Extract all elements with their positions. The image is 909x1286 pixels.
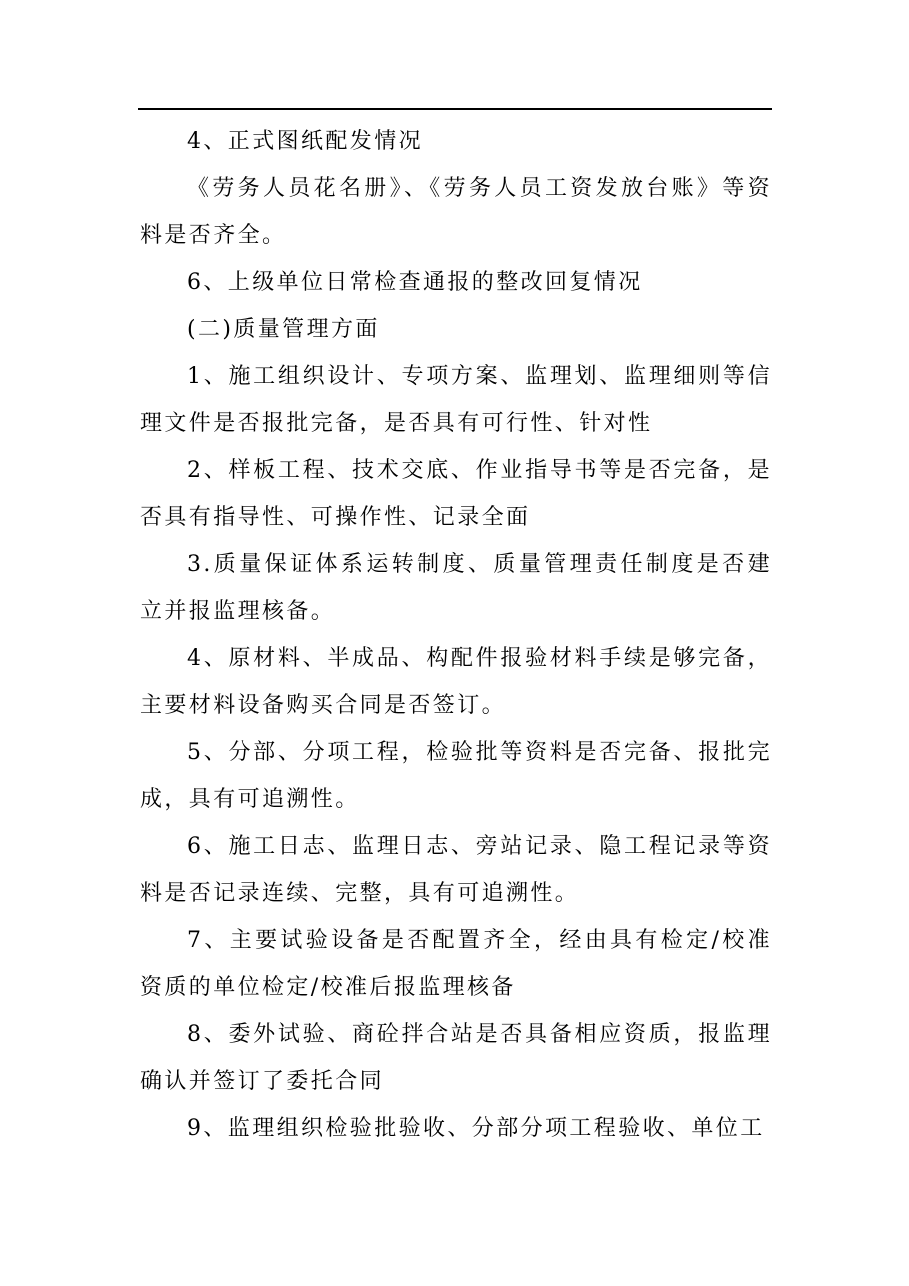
header-rule: [138, 108, 772, 110]
paragraph: 7、主要试验设备是否配置齐全，经由具有检定/校准资质的单位检定/校准后报监理核备: [140, 928, 772, 1000]
section-heading: (二)质量管理方面: [187, 317, 380, 342]
paragraph: 《劳务人员花名册》、《劳务人员工资发放台账》等资料是否齐全。: [140, 176, 772, 248]
paragraph: 9、监理组织检验批验收、分部分项工程验收、单位工: [187, 1116, 765, 1141]
paragraph: 5、分部、分项工程，检验批等资料是否完备、报批完成，具有可追溯性。: [140, 740, 772, 812]
paragraph: 1、施工组织设计、专项方案、监理划、监理细则等信理文件是否报批完备，是否具有可行性、针对性: [140, 364, 772, 436]
paragraph: 4、原材料、半成品、构配件报验材料手续是够完备，主要材料设备购买合同是否签订。: [140, 646, 772, 718]
paragraph: 4、正式图纸配发情况: [187, 129, 423, 154]
paragraph: 2、样板工程、技术交底、作业指导书等是否完备，是否具有指导性、可操作性、记录全面: [140, 458, 772, 530]
paragraph: 8、委外试验、商砼拌合站是否具备相应资质，报监理确认并签订了委托合同: [140, 1022, 772, 1094]
paragraph: 6、上级单位日常检查通报的整改回复情况: [187, 270, 643, 295]
paragraph: 6、施工日志、监理日志、旁站记录、隐工程记录等资料是否记录连续、完整，具有可追溯性。: [140, 834, 772, 906]
paragraph: 3.质量保证体系运转制度、质量管理责任制度是否建立并报监理核备。: [140, 552, 772, 624]
document-body: [140, 118, 772, 1152]
